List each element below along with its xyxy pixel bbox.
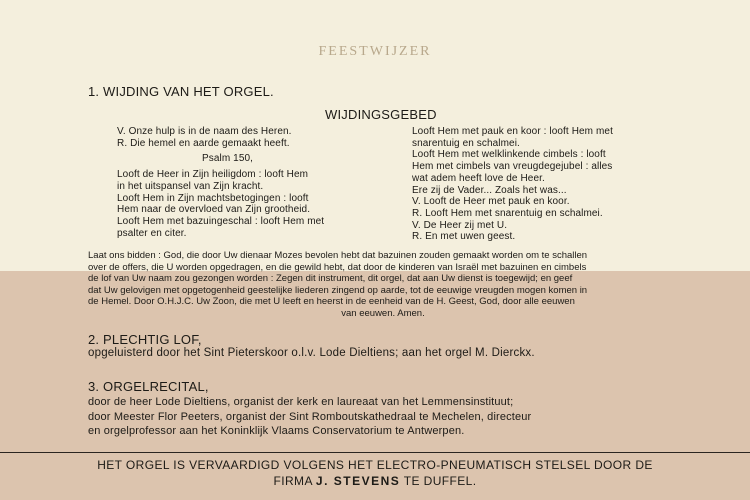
psalm-line: snarentuig en schalmei. xyxy=(412,137,520,149)
response-line: R. Looft Hem met snarentuig en schalmei. xyxy=(412,207,603,219)
section-2-title: 2. PLECHTIG LOF, xyxy=(88,332,202,347)
footer-line-2-prefix: FIRMA xyxy=(273,474,316,488)
closing-prayer-line: Laat ons bidden : God, die door Uw dienaar Mozes bevolen hebt dat bazuinen zouden gemaakt worden om te schallen xyxy=(88,250,588,261)
footer-note xyxy=(0,457,750,489)
psalm-line: Looft Hem met bazuingeschal : looft Hem met xyxy=(117,215,325,227)
recital-line: door de heer Lode Dieltiens, organist der kerk en laureaat van het Lemmensinstituut; xyxy=(88,396,514,408)
page-header: FEESTWIJZER xyxy=(318,44,432,59)
psalm-line: in het uitspansel van Zijn kracht. xyxy=(117,180,264,192)
response-line: R. Die hemel en aarde gemaakt heeft. xyxy=(117,137,290,149)
psalm-line: Looft de Heer in Zijn heiligdom : looft Hem xyxy=(117,169,309,181)
closing-prayer-line: over de offers, die U worden opgedragen, en die gewild hebt, dat door de kinderen van Israël met bazuinen en cimbels xyxy=(88,261,587,273)
closing-prayer-amen: van eeuwen. Amen. xyxy=(341,307,425,319)
prayer-left-column xyxy=(117,126,324,239)
psalm-line: wat adem heeft love de Heer. xyxy=(412,172,545,184)
section-2-text: opgeluisterd door het Sint Pieterskoor o.l.v. Lode Dieltiens; aan het orgel M. Dierckx. xyxy=(88,347,535,359)
versicle-line: V. De Heer zij met U. xyxy=(412,219,508,231)
response-line: R. En met uwen geest. xyxy=(412,231,516,243)
section-3-body xyxy=(88,395,531,439)
psalm-line: Hem met cimbels van vreugdegejubel : alles xyxy=(412,161,613,173)
recital-line: door Meester Flor Peeters, organist der Sint Romboutskathedraal te Mechelen, directeur xyxy=(88,410,532,423)
closing-prayer-line: de lof van Uw naam zou gezongen worden : Zegen dit instrument, dit orgel, dat aan Uw dienst is toegewijd; en geef xyxy=(88,273,573,285)
prayer-right-column xyxy=(412,126,613,243)
psalm-line: Looft Hem met pauk en koor : looft Hem met xyxy=(412,126,613,137)
psalm-line: Hem naar de overvloed van Zijn grootheid. xyxy=(117,204,311,216)
doxology-line: Ere zij de Vader... Zoals het was... xyxy=(412,184,567,196)
section-3-title: 3. ORGELRECITAL, xyxy=(88,379,209,394)
psalm-line: psalter en citer. xyxy=(117,227,187,239)
closing-prayer-line: dat Uw gelovigen met opgetogenheid geestelijke liederen zingend op aarde, tot de eeuwige vreugden mogen komen in xyxy=(88,284,588,296)
footer-line-1: HET ORGEL IS VERVAARDIGD VOLGENS HET ELECTRO-PNEUMATISCH STELSEL DOOR DE xyxy=(97,458,653,472)
psalm-heading: Psalm 150, xyxy=(202,153,254,165)
closing-prayer xyxy=(88,250,678,320)
recital-line: en orgelprofessor aan het Koninklijk Vlaams Conservatorium te Antwerpen. xyxy=(88,425,465,438)
closing-prayer-line: de Hemel. Door O.H.J.C. Uw Zoon, die met U leeft en heerst in de eenheid van de H. Geest, God, door alle eeuwen xyxy=(88,296,575,308)
footer-line-2-suffix: TE DUFFEL. xyxy=(400,474,477,488)
footer-line-2 xyxy=(0,473,750,489)
prayer-title: WIJDINGSGEBED xyxy=(325,107,437,122)
builder-name: J. STEVENS xyxy=(315,474,401,488)
versicle-line: V. Onze hulp is in de naam des Heren. xyxy=(117,126,292,137)
footer-divider xyxy=(0,452,750,453)
versicle-line: V. Looft de Heer met pauk en koor. xyxy=(412,196,570,208)
section-1-title: 1. WIJDING VAN HET ORGEL. xyxy=(88,84,274,99)
psalm-line: Looft Hem in Zijn machtsbetogingen : looft xyxy=(117,192,309,204)
psalm-line: Looft Hem met welklinkende cimbels : looft xyxy=(412,149,606,161)
